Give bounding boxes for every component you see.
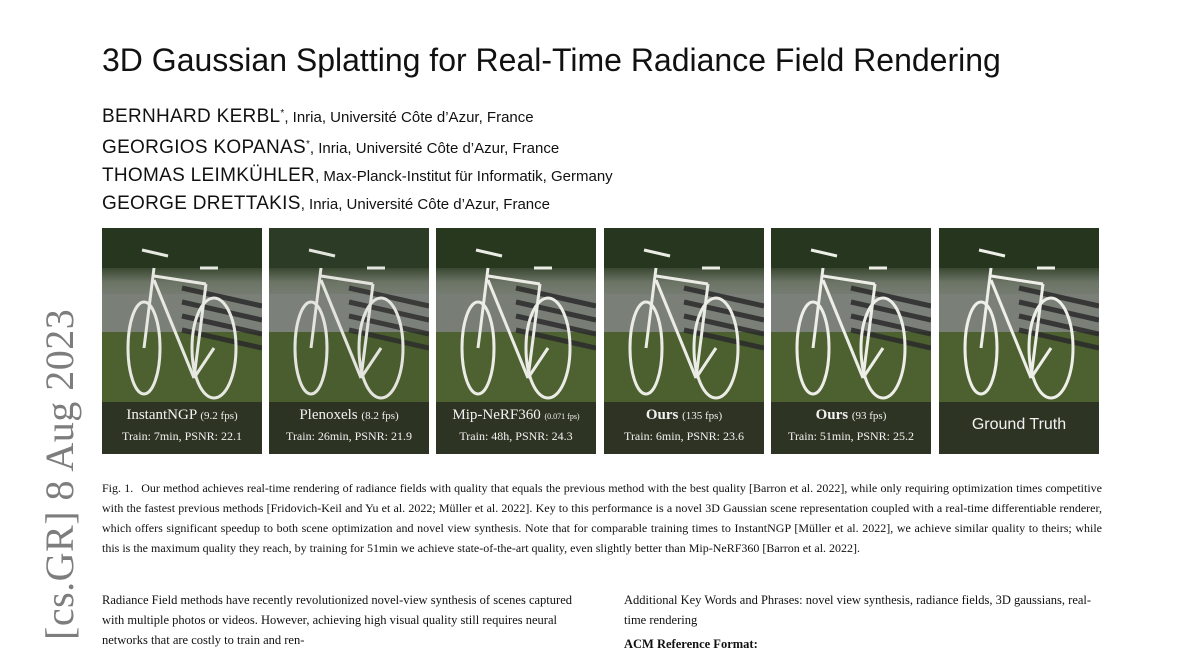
train-psnr-metrics: Train: 26min, PSNR: 21.9 xyxy=(286,429,412,443)
fps-value: (9.2 fps) xyxy=(200,410,238,422)
ground-truth-label: Ground Truth xyxy=(971,416,1067,433)
author-line xyxy=(102,162,613,190)
author-name: BERNHARD KERBL xyxy=(102,106,281,127)
comparison-panel xyxy=(771,228,931,454)
author-name: THOMAS LEIMKÜHLER xyxy=(102,165,316,186)
paper-title: 3D Gaussian Splatting for Real-Time Radiance Field Rendering xyxy=(102,42,1001,78)
equal-contribution-mark: * xyxy=(280,108,285,119)
author-line xyxy=(102,190,613,218)
method-heading xyxy=(771,405,931,427)
author-line xyxy=(102,131,613,162)
author-affiliation: , Max-Planck-Institut für Informatik, Germany xyxy=(315,168,613,185)
acm-reference-heading: ACM Reference Format: xyxy=(624,637,758,651)
comparison-panel xyxy=(102,228,262,454)
keywords-paragraph: Additional Key Words and Phrases: novel view synthesis, radiance fields, 3D gaussians, real-time rendering xyxy=(624,593,1092,627)
arxiv-stamp xyxy=(30,310,90,640)
train-psnr-metrics: Train: 51min, PSNR: 25.2 xyxy=(788,429,914,443)
train-psnr-metrics: Train: 7min, PSNR: 22.1 xyxy=(122,429,242,443)
method-name: Ours xyxy=(815,407,849,423)
comparison-panel xyxy=(436,228,596,454)
panel-label xyxy=(604,402,764,454)
equal-contribution-mark: * xyxy=(306,139,310,150)
author-list xyxy=(102,100,613,218)
figure-label: Fig. 1. xyxy=(102,481,134,495)
author-affiliation: , Inria, Université Côte d’Azur, France xyxy=(300,196,550,213)
fps-value: (8.2 fps) xyxy=(361,410,399,422)
fps-value: (135 fps) xyxy=(682,410,723,422)
panel-label xyxy=(939,402,1099,454)
panel-label xyxy=(771,402,931,454)
method-heading xyxy=(436,405,596,427)
abstract-paragraph: Radiance Field methods have recently revolutionized novel-view synthesis of scenes captured with multiple photos or videos. However, achieving high visual quality still requires neural networks that are costly to train and ren- xyxy=(102,593,572,647)
comparison-panel xyxy=(939,228,1099,454)
panel-label xyxy=(102,402,262,454)
panel-label xyxy=(436,402,596,454)
fps-value: (93 fps) xyxy=(851,410,887,422)
method-name: Ours xyxy=(645,407,679,423)
caption-text: Our method achieves real-time rendering of radiance fields with quality that equals the previous method with the best quality [Barron et al. 2022], while only requiring optimization times competitive with the fastest previous methods [Fridovich-Keil and Yu et al. 2022; Müller et al. 2022]. Key to this performance is a novel 3D Gaussian scene representation coupled with a real-time differentiable renderer, which offers significant speedup to both scene optimization and novel view synthesis. Note that for comparable training times to InstantNGP [Müller et al. 2022], we achieve similar quality to theirs; while this is the maximum quality they reach, by training for 51min we achieve state-of-the-art quality, even slightly better than Mip-NeRF360 [Barron et al. 2022]. xyxy=(102,481,1103,555)
author-affiliation: , Inria, Université Côte d’Azur, France xyxy=(284,109,534,126)
teaser-figure xyxy=(102,228,1099,454)
method-name: Plenoxels xyxy=(299,407,358,423)
author-name: GEORGE DRETTAKIS xyxy=(102,193,301,214)
fps-value: (0.071 fps) xyxy=(544,412,580,421)
author-affiliation: , Inria, Université Côte d’Azur, France xyxy=(309,140,560,157)
figure-caption xyxy=(102,478,1102,558)
arxiv-stamp-text: [cs.GR] 8 Aug 2023 xyxy=(37,308,82,640)
author-name: GEORGIOS KOPANAS xyxy=(102,137,306,158)
method-heading xyxy=(604,405,764,427)
method-heading xyxy=(269,405,429,427)
train-psnr-metrics: Train: 6min, PSNR: 23.6 xyxy=(624,429,744,443)
method-name: InstantNGP xyxy=(126,407,197,423)
author-line xyxy=(102,100,613,131)
method-name: Mip-NeRF360 xyxy=(452,407,541,423)
comparison-panel xyxy=(269,228,429,454)
train-psnr-metrics: Train: 48h, PSNR: 24.3 xyxy=(459,429,573,443)
panel-label xyxy=(269,402,429,454)
comparison-panel xyxy=(604,228,764,454)
method-heading xyxy=(102,405,262,427)
